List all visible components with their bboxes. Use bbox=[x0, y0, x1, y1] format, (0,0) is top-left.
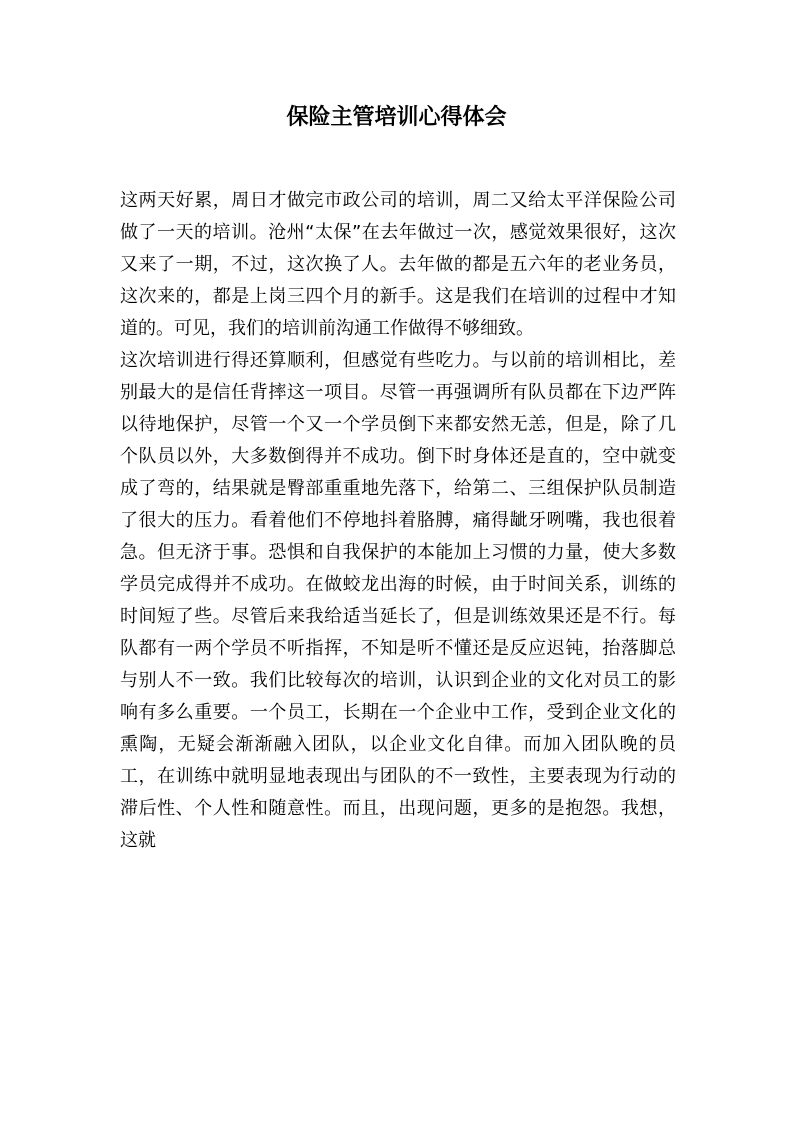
document-title: 保险主管培训心得体会 bbox=[286, 105, 507, 130]
document-body bbox=[120, 185, 676, 857]
paragraph: 这次培训进行得还算顺利，但感觉有些吃力。与以前的培训相比，差别最大的是信任背摔这一项目。尽管一再强调所有队员都在下边严阵以待地保护，尽管一个又一个学员倒下来都安然无恙，但是，除了几个队员以外，大多数倒得并不成功。倒下时身体还是直的，空中就变成了弯的，结果就是臀部重重地先落下，给第二、三组保护队员制造了很大的压力。看着他们不停地抖着胳膊，痛得龇牙咧嘴，我也很着急。但无济于事。恐惧和自我保护的本能加上习惯的力量，使大多数学员完成得并不成功。在做蛟龙出海的时候，由于时间关系，训练的时间短了些。尽管后来我给适当延长了，但是训练效果还是不行。每队都有一两个学员不听指挥，不知是听不懂还是反应迟钝，抬落脚总与别人不一致。我们比较每次的培训，认识到企业的文化对员工的影响有多么重要。一个员工，长期在一个企业中工作，受到企业文化的熏陶，无疑会渐渐融入团队，以企业文化自律。而加入团队晚的员工，在训练中就明显地表现出与团队的不一致性，主要表现为行动的滞后性、个人性和随意性。而且，出现问题，更多的是抱怨。我想，这就 bbox=[120, 350, 676, 851]
paragraph: 这两天好累，周日才做完市政公司的培训，周二又给太平洋保险公司做了一天的培训。沧州“太保”在去年做过一次，感觉效果很好，这次又来了一期，不过，这次换了人。去年做的都是五六年的老业务员，这次来的，都是上岗三四个月的新手。这是我们在培训的过程中才知道的。可见，我们的培训前沟通工作做得不够细致。 bbox=[120, 190, 676, 339]
